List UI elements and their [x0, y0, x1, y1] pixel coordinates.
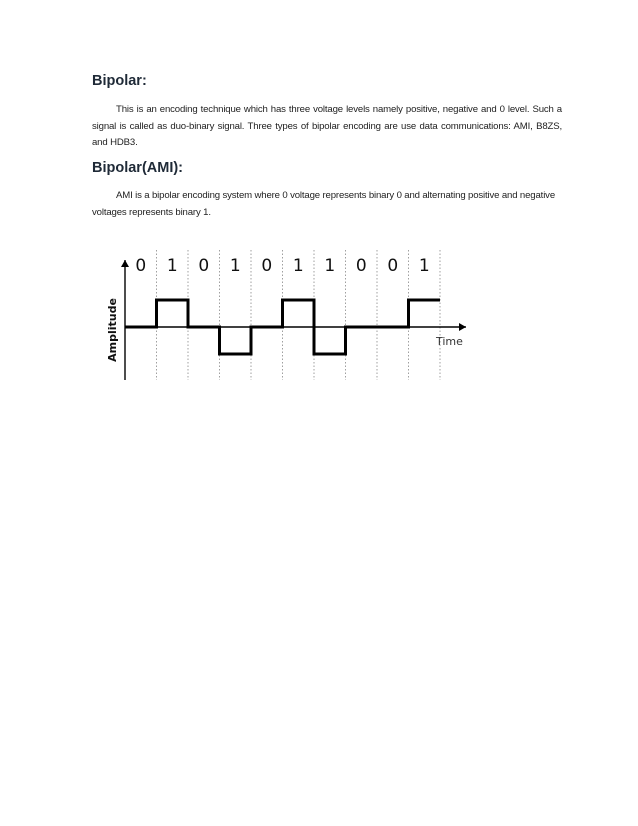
bit-label: 1	[324, 256, 336, 276]
bit-label: 1	[166, 256, 178, 276]
section-heading-bipolar-ami: Bipolar(AMI):	[92, 160, 184, 176]
bit-label: 1	[229, 256, 241, 276]
bit-label: 0	[135, 256, 147, 276]
y-axis-arrow-icon	[121, 260, 129, 267]
section-paragraph-bipolar-ami: AMI is a bipolar encoding system where 0 voltage represents binary 0 and alternating positive and negative voltages represents binary 1.	[92, 190, 556, 218]
bit-label: 0	[198, 256, 210, 276]
bit-label: 1	[418, 256, 430, 276]
y-axis-label: Amplitude	[106, 298, 119, 362]
x-axis-arrow-icon	[459, 323, 466, 331]
bit-label: 1	[292, 256, 304, 276]
section-paragraph-bipolar: This is an encoding technique which has three voltage levels namely positive, negative and 0 level. Such a signal is called as duo-binary signal. Three types of bipolar encoding are use data communications: AMI, B8ZS, and HDB3.	[92, 104, 562, 148]
section-heading-bipolar: Bipolar:	[92, 73, 147, 89]
bit-label: 0	[261, 256, 273, 276]
ami-waveform-diagram	[98, 240, 478, 390]
bit-label: 0	[355, 256, 367, 276]
x-axis-label: Time	[436, 335, 463, 348]
ami-waveform-figure	[98, 240, 478, 390]
bit-label: 0	[387, 256, 399, 276]
